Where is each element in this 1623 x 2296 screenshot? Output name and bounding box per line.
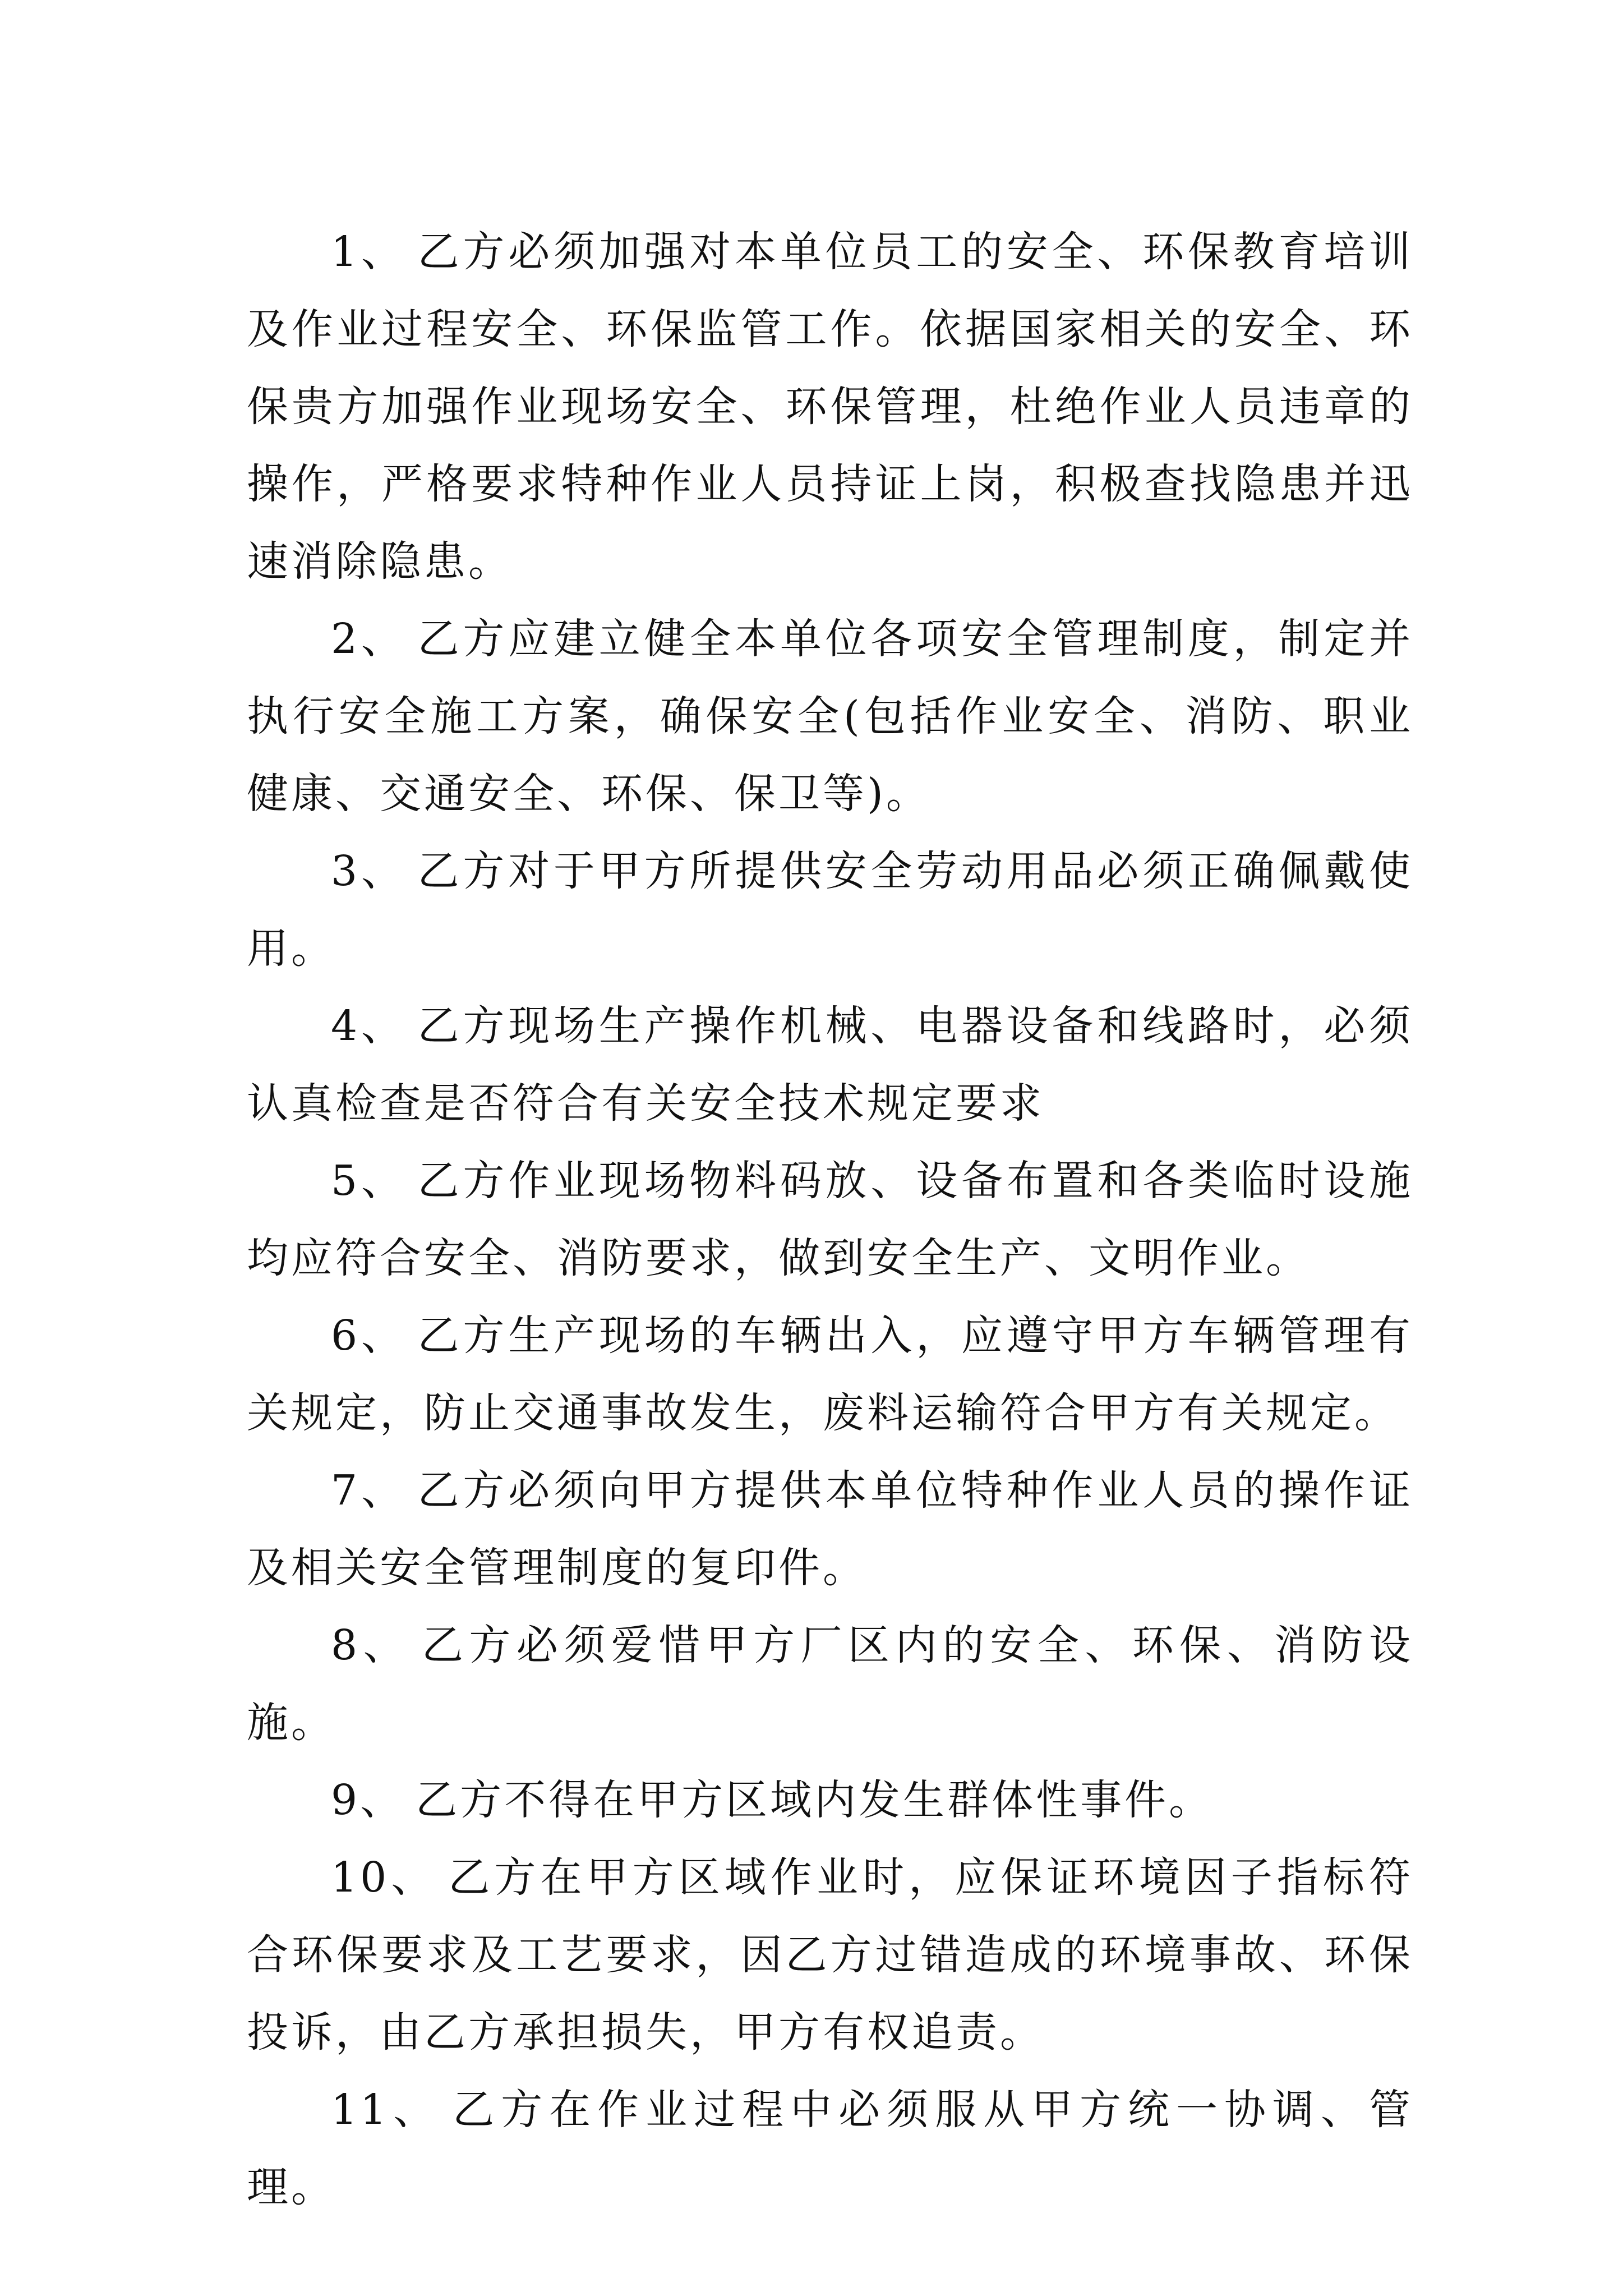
- clause-2: [247, 600, 1413, 832]
- clause-5: [247, 1142, 1413, 1297]
- clause-number: 8、: [331, 1621, 411, 1669]
- clause-number: 7、: [331, 1466, 407, 1515]
- clause-number: 4、: [331, 1002, 407, 1050]
- clause-number: 6、: [331, 1312, 407, 1360]
- clause-text: 乙方作业现场物料码放、设备布置和各类临时设施均应符合安全、消防要求，做到安全生产、文明作业。: [247, 1157, 1413, 1282]
- clause-8: [247, 1607, 1413, 1761]
- clause-number: 3、: [331, 847, 407, 895]
- document-page: [247, 213, 1413, 2226]
- clause-text: 乙方应建立健全本单位各项安全管理制度，制定并执行安全施工方案，确保安全(包括作业安全、消防、职业健康、交通安全、环保、保卫等)。: [247, 615, 1413, 818]
- clause-number: 2、: [331, 615, 407, 663]
- clause-number: 5、: [331, 1157, 407, 1205]
- clause-9: [247, 1761, 1413, 1839]
- clause-number: 9、: [331, 1776, 405, 1824]
- clause-1: [247, 213, 1413, 600]
- clause-text: 乙方在作业过程中必须服从甲方统一协调、管理。: [247, 2086, 1413, 2211]
- clause-number: 10、: [331, 1853, 437, 1902]
- clause-10: [247, 1839, 1413, 2071]
- clause-text: 乙方现场生产操作机械、电器设备和线路时，必须认真检查是否符合有关安全技术规定要求: [247, 1002, 1413, 1128]
- clause-6: [247, 1297, 1413, 1452]
- clause-text: 乙方在甲方区域作业时，应保证环境因子指标符合环保要求及工艺要求，因乙方过错造成的环境事故、环保投诉，由乙方承担损失，甲方有权追责。: [247, 1853, 1414, 2056]
- clause-text: 乙方必须爱惜甲方厂区内的安全、环保、消防设施。: [247, 1621, 1413, 1747]
- clause-text: 乙方不得在甲方区域内发生群体性事件。: [416, 1776, 1214, 1824]
- clause-text: 乙方必须向甲方提供本单位特种作业人员的操作证及相关安全管理制度的复印件。: [247, 1466, 1413, 1592]
- clause-text: 乙方对于甲方所提供安全劳动用品必须正确佩戴使用。: [247, 847, 1413, 973]
- clause-text: 乙方生产现场的车辆出入，应遵守甲方车辆管理有关规定，防止交通事故发生，废料运输符合甲方有关规定。: [247, 1312, 1413, 1437]
- clause-7: [247, 1452, 1413, 1607]
- clause-text: 乙方必须加强对本单位员工的安全、环保教育培训及作业过程安全、环保监管工作。依据国家相关的安全、环保贵方加强作业现场安全、环保管理，杜绝作业人员违章的操作，严格要求特种作业人员持证上岗，积极查找隐患并迅速消除隐患。: [247, 228, 1413, 586]
- clause-4: [247, 987, 1413, 1142]
- clause-number: 11、: [331, 2086, 442, 2134]
- clause-3: [247, 832, 1413, 987]
- clause-number: 1、: [331, 228, 407, 276]
- clause-11: [247, 2071, 1413, 2226]
